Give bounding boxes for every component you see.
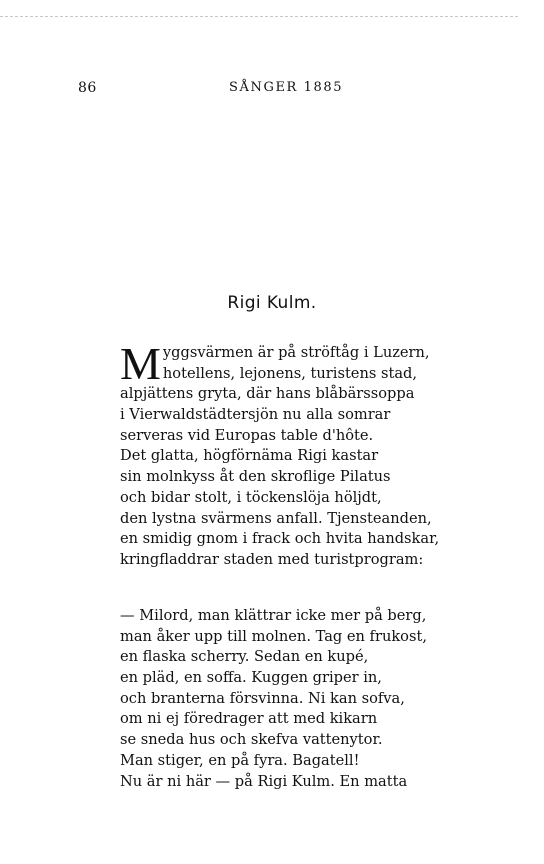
poem-line: och branterna försvinna. Ni kan sofva,: [120, 689, 405, 707]
poem-line: sin molnkyss åt den skroflige Pilatus: [120, 468, 391, 486]
poem-line: alpjättens gryta, där hans blåbärssoppa: [120, 385, 415, 403]
poem-line: en smidig gnom i frack och hvita handskar,: [120, 530, 440, 548]
poem-line: Man stiger, en på fyra. Bagatell!: [120, 751, 360, 769]
stanza-2: [120, 606, 450, 792]
stanza-1: [120, 338, 450, 571]
poem-line: hotellens, lejonens, turistens stad,: [162, 364, 418, 382]
poem-line: man åker upp till molnen. Tag en frukost,: [120, 627, 427, 645]
poem-line: Nu är ni här — på Rigi Kulm. En matta: [120, 772, 408, 790]
running-head: SÅNGER 1885: [229, 80, 344, 95]
poem-line: och bidar stolt, i töckenslöja höljdt,: [120, 488, 382, 506]
poem-line: Det glatta, högförnäma Rigi kastar: [120, 447, 379, 465]
poem-line: en pläd, en soffa. Kuggen griper in,: [120, 669, 382, 687]
poem-line: kringfladdrar staden med turistprogram:: [120, 550, 424, 568]
drop-cap-letter: M: [120, 338, 161, 389]
poem-line: om ni ej föredrager att med kikarn: [120, 710, 378, 728]
poem-line: i Vierwaldstädtersjön nu alla somrar: [120, 406, 391, 424]
dropcap-block: [120, 338, 450, 389]
page-number: 86: [78, 80, 97, 96]
poem-line: en flaska scherry. Sedan en kupé,: [120, 648, 369, 666]
poem-line: — Milord, man klättrar icke mer på berg,: [120, 607, 427, 624]
poem-line: yggsvärmen är på ströftåg i Luzern,: [162, 344, 430, 361]
poem-line: serveras vid Europas table d'hôte.: [120, 426, 374, 444]
poem-title: Rigi Kulm.: [227, 293, 317, 313]
top-edge-rule: [0, 16, 518, 17]
poem-line: den lystna svärmens anfall. Tjensteanden,: [120, 509, 432, 527]
poem-line: se sneda hus och skefva vattenytor.: [120, 731, 383, 749]
